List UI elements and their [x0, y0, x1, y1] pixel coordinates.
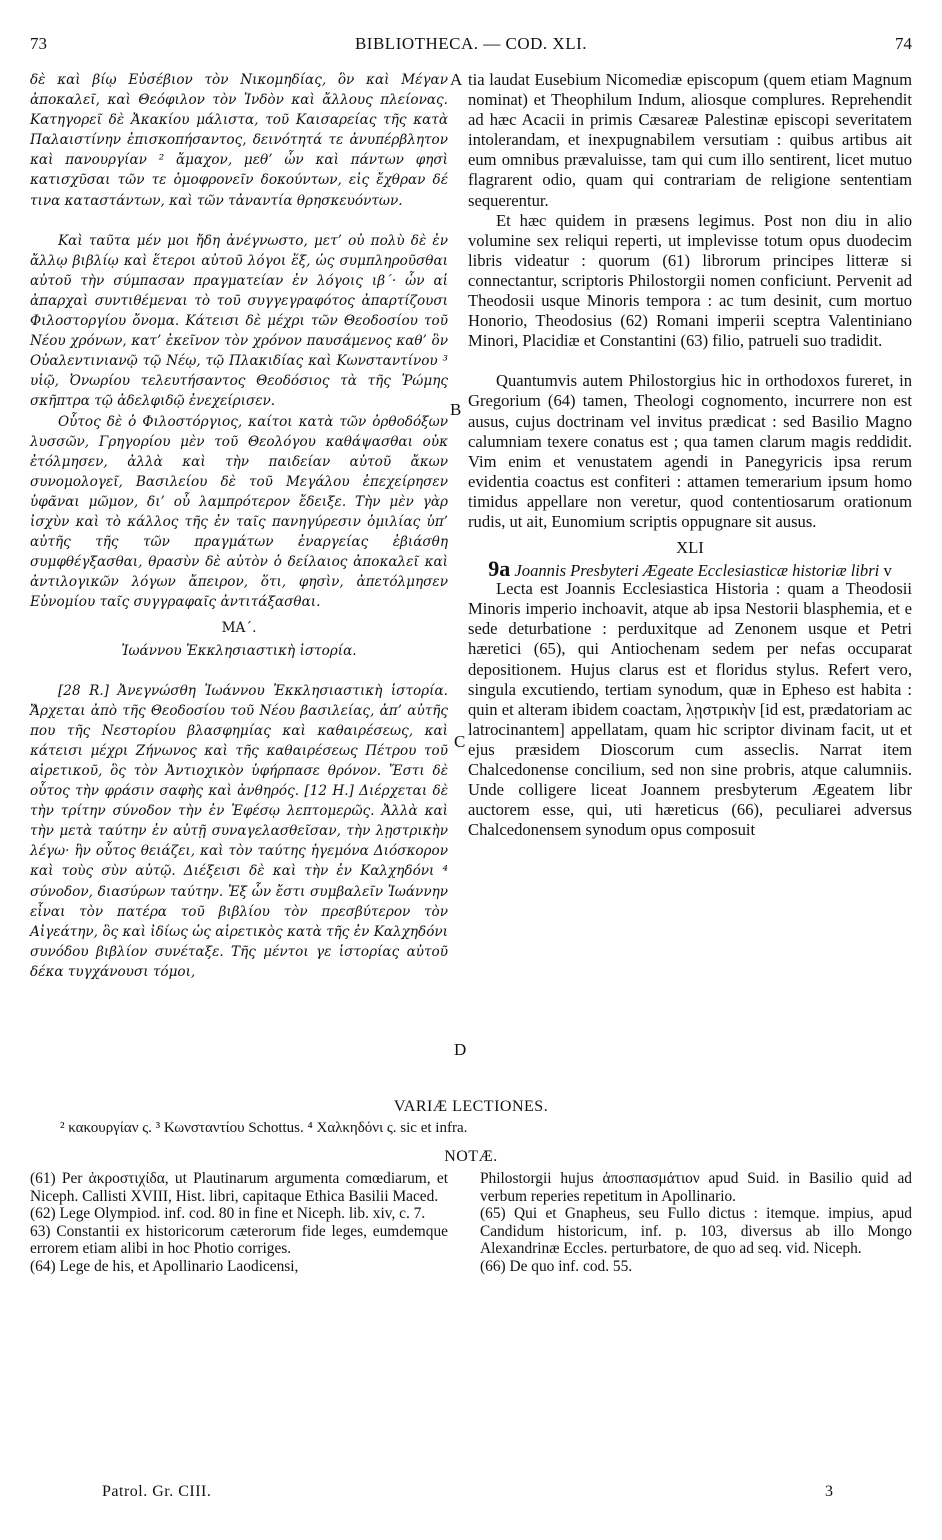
note-item: (66) De quo inf. cod. 55. — [480, 1257, 633, 1275]
latin-paragraph: Lecta est Joannis Ecclesiastica Historia : quam a Theodosii Minoris imperio inchoavit, atque ab ipsa Nestorii blasphemia, et e sede deturbatione : perduxitque ad Zenonem usque et Petri hæretici (65), qui Antiochenam sedem per nefas occuparat depositionem. Hujus clarus est et floridus stylus. Refert vero, singula excutiendo, tertiam synodum, quæ in Epheso est habita : quin et alteram ibidem coactam, λῃστρικὴν [id est, prædatoriam ac latrocinantem] appellatam, quam hic scriptor divinam facit, ut et ejus præsidem Dioscorum cum asseclis. Narrat item Chalcedonense concilium, sed non sine probris, atque calumniis. Unde colligere liceat Joannem presbyterum Ægeatem libr auctorem esse, qui, uti hæreticus (66), peculiarei adversus Chalcedonensem synodum opus composuit — [468, 579, 912, 840]
variae-lectiones — [30, 1098, 912, 1137]
note-item: (64) Lege de his, et Apollinario Laodicensi, — [30, 1257, 299, 1275]
greek-section-title: Ἰωάννου Ἐκκλησιαστικὴ ἱστορία. — [121, 642, 357, 659]
greek-paragraph: [28 R.] Ἀνεγνώσθη Ἰωάννου Ἐκκλησιαστικὴ ἱστορία. Ἄρχεται ἀπὸ τῆς Θεοδοσίου τοῦ Νέου βασιλείας, ἀπ’ αὐτῆς που τῆς Νεστορίου βλασφημίας καὶ καθαιρέσεως, καὶ κάτεισι μέχρι Ζήνωνος καὶ τῆς καθαιρέσεως Πέτρου τοῦ αἱρετικοῦ, ὃς τὸν Ἀντιοχικὸν ὑφήρπασε θρόνον. Ἔστι δὲ οὗτος τὴν φράσιν σαφὴς καὶ ἀνθηρός. [12 H.] Διέρχεται δὲ τὴν τρίτην σύνοδον τὴν ἐν Ἐφέσῳ λεπτομερῶς. Ἀλλὰ καὶ τὴν μετὰ ταύτην ἐν αὐτῇ συναγελασθεῖσαν, τὴν λῃστρικὴν λέγω· ἣν οὗτος θειάζει, καὶ τὸν ταύτης ἡγεμόνα Διόσκορον καὶ τοὺς σὺν αὐτῷ. Διέξεισι δὲ καὶ τὴν ἐν Καλχηδόνι ⁴ σύνοδον, διασύρων ταύτην. Ἐξ ὧν ἔστι συμβαλεῖν Ἰωάννην εἶναι τὸν πατέρα τοῦ βιβλίου τὸν πρεσβύτερον τὸν Αἰγεάτην, ὃς καὶ ἰδίως ὡς αἱρετικὸς κατὰ τῆς ἐν Καλχηδόνι συνόδου βιβλίον συνέταξε. Τῆς μέντοι γε ἱστορίας αὐτοῦ δέκα τυγχάνουσι τόμοι, — [30, 682, 448, 980]
latin-paragraph: tia laudat Eusebium Nicomediæ episcopum (quem etiam Magnum nominat) et Theophilum Indum, aliosque complures. Reprehendit ad hæc Acacii in primis Cæsareæ Palestinæ episcopi severitatem intolerandam, et inexpugnabilem versutiam : quibus artibus ait eum omnibus prævaluisse, tam qui cum illo sentirent, licet mutuo flagrarent odio, quam qui contrariam de religione sententiam sequerentur. — [468, 70, 912, 210]
notae-section — [30, 1148, 912, 1275]
latin-paragraph: Quantumvis autem Philostorgius hic in orthodoxos fureret, in Gregorium (64) tamen, Theologi cognomento, incurrere non est ausus, cujus doctrinam vel invitus prædicat : sed Basilio Magno calumniam texere conatus est ; qua tamen clarum magis reddidit. Vim enim et venustatem agendi in Panegyricis ipsa rerum evidentia coactus est confiteri : attamen temerarium ipsum homo timidus appellare non veretur, quod contentiosarum orationum rudis, ut ait, Eunomium scriptis oppugnare sit ausus. — [468, 371, 912, 531]
margin-marker-b: B — [450, 400, 462, 419]
footer-gathering-mark: 3 — [825, 1483, 833, 1500]
notae-title: NOTÆ. — [444, 1148, 498, 1165]
note-item: (62) Lege Olympiod. inf. cod. 80 in fine et Niceph. lib. xiv, c. 7. — [30, 1205, 426, 1223]
footer-signature: Patrol. Gr. CIII. — [102, 1483, 212, 1500]
greek-paragraph: Καὶ ταῦτα μέν μοι ἤδη ἀνέγνωστο, μετ’ οὐ πολὺ δὲ ἐν ἄλλῳ βιβλίῳ καὶ ἕτεροι αὐτοῦ λόγοι ἕξ, ὡς συμπληροῦσθαι αὐτοῦ τὴν σύμπασαν πραγματείαν ἐν λόγοις ιβ´· ὧν αἱ ἀπαρχαὶ συντιθέμεναι τὸ τοῦ συγγεγραφότος ἀπαρτίζουσι Φιλοστοργίου ὄνομα. Κάτεισι δὲ μέχρι τῶν Θεοδοσίου τοῦ Νέου χρόνων, κατ’ ἐκεῖνον τὸν χρόνον παυσάμενος καθ’ ὃν Οὐαλεντινιανῷ τῷ Νέῳ, τῷ Πλακιδίας καὶ Κωνσταντίνου ³ υἱῷ, Ὀνωρίου τελευτήσαντος Θεοδόσιος τὰ τῆς Ῥώμης σκῆπτρα τῷ ἀδελφιδῷ ἐνεχείρισεν. — [30, 232, 448, 410]
note-item: 63) Constantii ex historicorum cæterorum fide leges, eumdemque errorem etiam alibi in hoc Photio corriges. — [30, 1222, 448, 1258]
running-title: BIBLIOTHECA. — COD. XLI. — [354, 34, 588, 53]
greek-paragraph: Οὗτος δὲ ὁ Φιλοστόργιος, καίτοι κατὰ τῶν ὀρθοδόξων λυσσῶν, Γρηγορίου μὲν τοῦ Θεολόγου καθάψασθαι οὐκ ἐτόλμησεν, ἀλλὰ καὶ τὴν παιδείαν αὐτοῦ ἄκων συνομολογεῖ, Βασιλείου δὲ τοῦ Μεγάλου ἐπεχείρησεν ὑφᾶναι μῶμον, δι’ οὗ λαμπρότερον ἔδειξε. Τὴν μὲν γὰρ ἰσχὺν καὶ τὸ κάλλος τῆς ἐν ταῖς πανηγύρεσιν ὁμιλίας ὑπ’ αὐτῆς τῆς τῶν πραγμάτων ἐναργείας ἐβιάσθη συμφθέγξασθαι, θρασὺν δὲ αὐτὸν ὁ δείλαιος ἀποκαλεῖ καὶ ἀντιλογικῶν λόγων ἄπειρον, ὅτι, φησὶν, ἀπετόλμησεν Εὐνομίου ταῖς συγγραφαῖς ἀντιτάξασθαι. — [30, 413, 448, 611]
page — [30, 28, 912, 1518]
latin-section-title-text: Joannis Presbyteri Ægeate Ecclesiasticæ historiæ libri — [514, 561, 880, 581]
latin-section-title-tail: v — [883, 561, 892, 581]
latin-section-title — [468, 556, 912, 582]
variae-line: ² κακουργίαν ς. ³ Κωνσταντίου Schottus. ⁴ Χαλκηδόνι ς. sic et infra. — [60, 1120, 468, 1136]
greek-column — [30, 70, 448, 982]
right-page-number: 74 — [895, 34, 912, 53]
margin-marker-c: C — [454, 732, 466, 751]
section-number-mark: 9a — [488, 556, 511, 582]
notae-right-column — [480, 1170, 912, 1276]
notae-left-column — [30, 1170, 448, 1276]
text-columns — [30, 70, 912, 1098]
running-header — [30, 28, 912, 60]
note-item: (65) Qui et Gnapheus, seu Fullo dictus : itemque. impius, apud Candidum historicum, inf. p. 103, diversus ab illo Mongo Alexandrinæ Eccles. perturbatore, de quo ad seq. vid. Niceph. — [480, 1205, 912, 1258]
note-item: Philostorgii hujus ἀποσπασμάτιον apud Suid. in Basilio quid ad verbum reperies repetitum in Apollinario. — [480, 1170, 912, 1205]
variae-title: VARIÆ LECTIONES. — [393, 1098, 549, 1115]
latin-section-number: XLI — [676, 538, 704, 558]
margin-marker-d: D — [454, 1040, 467, 1059]
margin-marker-a: A — [450, 70, 463, 89]
greek-section-number: ΜΑ΄. — [221, 620, 257, 637]
left-page-number: 73 — [30, 34, 47, 53]
note-item: (61) Per ἀκροστιχίδα, ut Plautinarum argumenta comœdiarum, et Niceph. Callisti XVIII, Hist. libri, capitaque Ethica Basilii Maced. — [30, 1170, 448, 1205]
latin-column — [468, 70, 912, 840]
latin-paragraph: Et hæc quidem in præsens legimus. Post non diu in alio volumine sex reliqui reperti, ut implevisse totum opus duodecim libris videatur : quorum (61) librorum principes litteræ si connectantur, scriptoris Philostorgii nomen conficiunt. Pervenit ad Theodosii usque Minoris tempora : ac tum desinit, cum mortuo Honorio, Theodosius (62) Romani imperii sceptra Valentiniano Minori, Placidiæ et Constantini (63) filio, patrueli suo tradidit. — [468, 210, 912, 351]
greek-paragraph: δὲ καὶ βίῳ Εὐσέβιον τὸν Νικομηδίας, ὃν καὶ Μέγαν ἀποκαλεῖ, καὶ Θεόφιλον τὸν Ἰνδὸν καὶ ἄλλους πλείονας. Κατηγορεῖ δὲ Ἀκακίου μάλιστα, τοῦ Καισαρείας τῆς κατὰ Παλαιστίνην ἐπισκοπήσαντος, δεινότητά τε ἀνυπέρβλητον καὶ πανουργίαν ² ἄμαχον, μεθ’ ὧν καὶ πάντων φησὶ κατισχῦσαι τῶν τε ὁμοφρονεῖν δοκούντων, εἰς ἔχθραν δέ τινα καταστάντων, καὶ τῶν τἀναντία θρησκευόντων. — [30, 72, 448, 209]
